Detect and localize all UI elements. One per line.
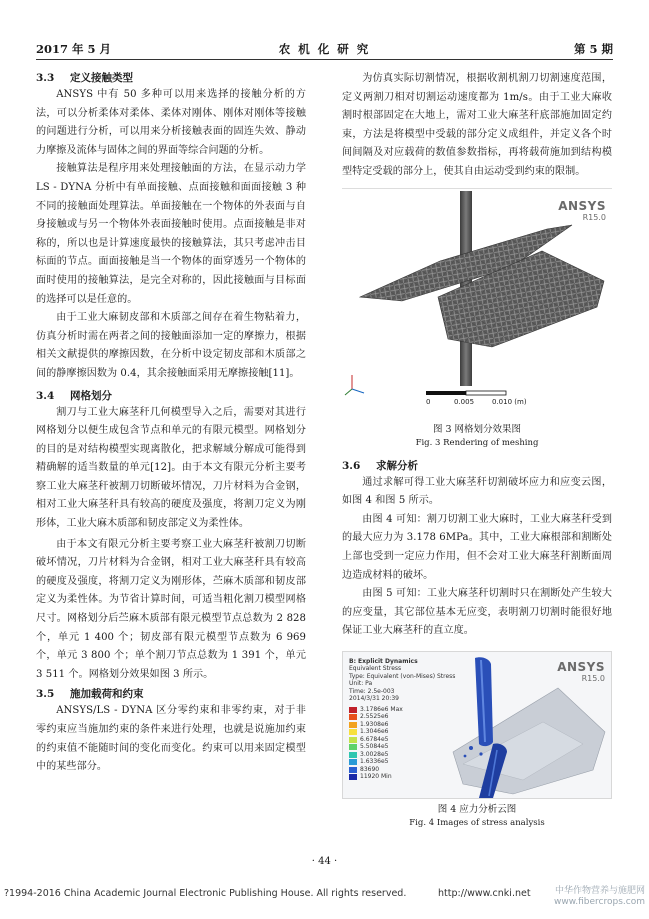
paragraph: ANSYS 中有 50 多种可以用来选择的接触分析的方法，可以分析柔体对柔体、柔体对刚体、刚体对刚体等接触的问题进行分析，可以用来分析接触表面的固连失效、静动力摩擦及流体与固体之间的界面等综合问题的分析。	[36, 89, 306, 156]
watermark: 中华作物营养与施肥网 www.fibercrops.com	[554, 886, 645, 907]
legend-value: 2.5525e6	[360, 713, 389, 721]
paragraph: 由于工业大麻韧皮部和木质部之间存在着生物粘着力，仿真分析时需在两者之间的接触面添加一定的摩擦力，根据相关文献提供的摩擦因数，在分析中设定韧皮部和木质部之间的静摩擦因数为 0.4，其余接触面采用无摩擦接触[11]。	[36, 312, 306, 379]
section-heading-3-6: 3.6 求解分析	[342, 459, 418, 472]
legend-value: 3.1786e6 Max	[360, 705, 403, 713]
section-heading-3-5: 3.5 施加载荷和约束	[36, 688, 144, 701]
paragraph: 由图 4 可知：割刀切割工业大麻时，工业大麻茎秆受到的最大应力为 3.178 6MPa。其中，工业大麻根部和割断处上部也受到一定应力作用，但不会对工业大麻茎秆割断面周边造成材料的破坏。	[342, 513, 612, 581]
stress-drawing	[343, 652, 612, 799]
legend-value: 83690	[360, 765, 380, 773]
scale-label-start: 0	[426, 397, 431, 406]
legend-value: 1.6336e5	[360, 758, 389, 766]
header-issue: 第 5 期	[573, 42, 613, 56]
scale-label-mid: 0.005	[454, 397, 475, 406]
page-number: · 44 ·	[311, 856, 338, 867]
paragraph: 由于本文有限元分析主要考察工业大麻茎秆被割刀切断破坏情况，刀片材料为合金钢，相对工业大麻茎秆具有较高的硬度及强度，将割刀定义为刚形体，苎麻木质部和韧皮部定义为柔性体。为节省计算时间，可适当粗化割刀模型网格尺寸。网格划分后苎麻木质部有限元模型节点总数为 2 828 个，单元 1 400 个；韧皮部有限元模型节点数为 6 969 个，单元 3 800 个；单个割刀节点总数为 1 391 个，单元 3 511 个。网格划分效果如图 3 所示。	[36, 538, 306, 680]
left-column	[36, 70, 306, 777]
figure-4-caption-en: Fig. 4 Images of stress analysis	[409, 817, 545, 828]
stress-legend: B: Explicit Dynamics Equivalent Stress Type: Equivalent (von-Mises) Stress Unit: Pa Time: 2.5e-003 2014/3/31 20:39 3.1786e6 Max 2.5525e6 1.9308e6 1.3046e6 6.6784e5 5.5084e5 3.0028e5 1.6336e5 83690 11920 Min	[349, 657, 456, 781]
legend-value: 11920 Min	[360, 773, 392, 781]
paragraph: 由图 5 可知：工业大麻茎秆切割时只在割断处产生较大的应变量，其它部位基本无应变，表明割刀切割时能很好地保证工业大麻茎秆的直立度。	[342, 588, 612, 637]
section-heading-3-4: 3.4 网格划分	[36, 389, 112, 402]
figure-3-caption: 图 3 网格划分效果图	[432, 423, 522, 435]
scale-label-end: 0.010 (m)	[492, 397, 527, 406]
footer	[0, 886, 649, 907]
legend-value: 5.5084e5	[360, 743, 389, 751]
copyright-notice: ?1994-2016 China Academic Journal Electronic Publishing House. All rights reserved.	[4, 888, 407, 899]
legend-value: 6.6784e5	[360, 735, 389, 743]
section-heading-3-3: 3.3 定义接触类型	[36, 72, 133, 84]
legend-value: 1.9308e6	[360, 720, 389, 728]
figure-4	[342, 651, 612, 830]
running-header	[36, 38, 613, 60]
paragraph: 通过求解可得工业大麻茎秆切割破坏应力和应变云图，如图 4 和图 5 所示。	[342, 476, 612, 507]
paragraph: 为仿真实际切割情况，根据收割机割刀切割速度范围，定义两割刀相对切割运动速度都为 1m/s。由于工业大麻收割时根部固定在大地上，需对工业大麻茎秆底部施加固定约束，方法是将模型中受载的部分定义成组件，并定义各个时间间隔及对应载荷的数值参数指标，再将载荷施加到结构模型特定受载的部分上，使其自由运动受到约束的限制。	[342, 73, 612, 177]
header-journal-title: 农 机 化 研 究	[278, 42, 371, 56]
paragraph: 割刀与工业大麻茎秆几何模型导入之后，需要对其进行网格划分以便生成包含节点和单元的有限元模型。网格划分的目的是对结构模型实现离散化，把求解域分解成可能得到精确解的适当数量的单元[12]。由于本文有限元分析主要考察工业大麻茎秆被割刀切断破坏情况，刀片材料为合金钢，相对工业大麻茎秆具有较高的硬度及强度，将割刀定义为刚形体，工业大麻木质部和韧皮部定义为柔性体。	[36, 406, 306, 530]
right-column	[342, 70, 612, 830]
legend-value: 1.3046e6	[360, 728, 389, 736]
ansys-logo: ANSYS R15.0	[558, 198, 606, 222]
ansys-logo: ANSYS R15.0	[557, 659, 605, 683]
figure-3	[342, 188, 612, 450]
legend-value: 3.0028e5	[360, 750, 389, 758]
figure-4-caption: 图 4 应力分析云图	[437, 803, 517, 815]
cnki-link[interactable]: http://www.cnki.net	[438, 888, 531, 899]
mesh-render-image	[342, 188, 612, 423]
paragraph: ANSYS/LS - DYNA 区分零约束和非零约束，对于非零约束应当施加约束的条件来进行处理，也就是说施加约束的约束值不能随时间的变化而变化。约束可以用来固定模型中的某些部分。	[36, 705, 306, 773]
stress-analysis-image	[342, 651, 612, 799]
paragraph: 接触算法是程序用来处理接触面的方法，在显示动力学 LS - DYNA 分析中有单面接触、点面接触和面面接触 3 种不同的接触面处理算法。单面接触在一个物体的外表面与自身接触或与另一个物体外表面接触时使用。点面接触是非对称的，所以也是计算速度最快的接触算法，其只考虑冲击目标面的节点。面面接触是当一个物体的面穿透另一个物体的面时使用的接触算法，是完全对称的，因此接触面与目标面的选择可以是任意的。	[36, 163, 306, 305]
figure-3-caption-en: Fig. 3 Rendering of meshing	[415, 437, 539, 448]
header-date: 2017 年 5 月	[36, 42, 112, 56]
mesh-drawing	[342, 189, 612, 423]
